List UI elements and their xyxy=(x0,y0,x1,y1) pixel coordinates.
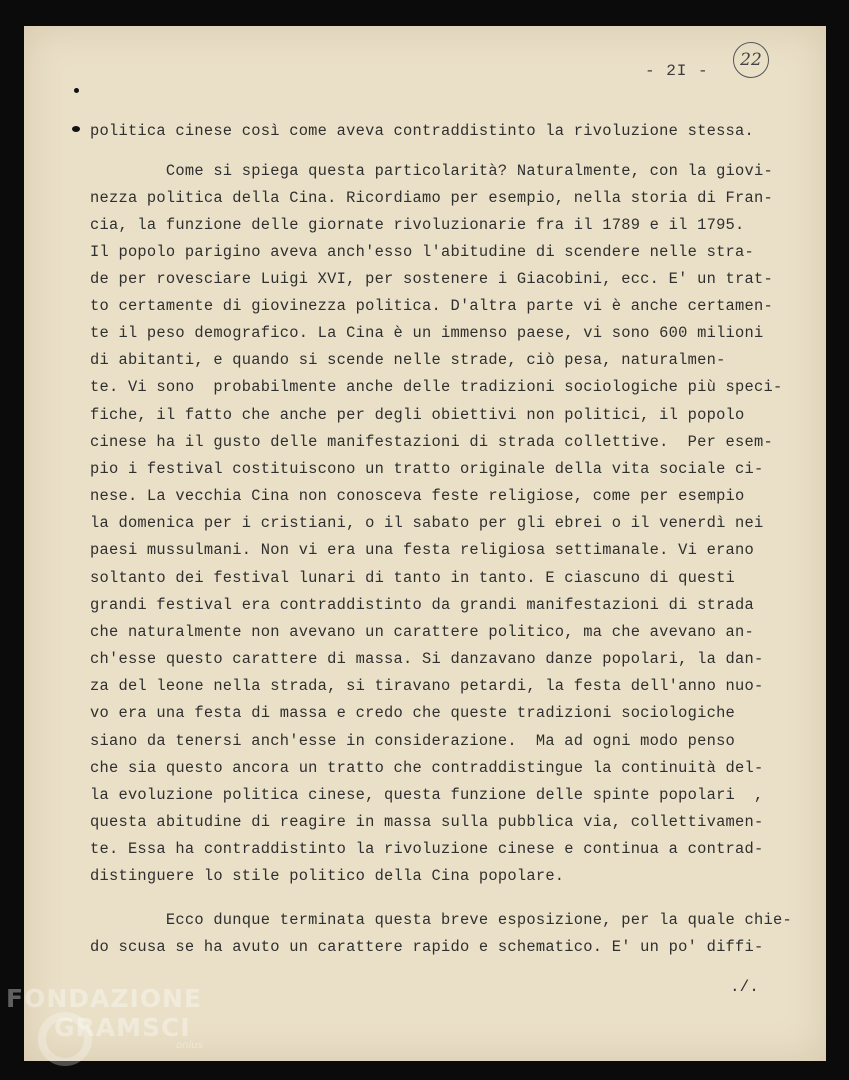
watermark-logo xyxy=(6,986,203,1051)
ink-mark-dot xyxy=(74,88,79,93)
text-line: che naturalmente non avevano un carattere politico, ma che avevano an- xyxy=(90,623,755,641)
text-line: cia, la funzione delle giornate rivoluzionarie fra il 1789 e il 1795. xyxy=(90,216,745,234)
watermark-line-3: onlus xyxy=(176,1040,203,1051)
text-line: te. Vi sono probabilmente anche delle tradizioni sociologiche più speci- xyxy=(90,378,783,396)
text-line: siano da tenersi anch'esse in considerazione. Ma ad ogni modo penso xyxy=(90,732,736,750)
text-line: soltanto dei festival lunari di tanto in tanto. E ciascuno di questi xyxy=(90,569,736,587)
text-line: Il popolo parigino aveva anch'esso l'abitudine di scendere nelle stra- xyxy=(90,243,755,261)
text-line: che sia questo ancora un tratto che contraddistingue la continuità del- xyxy=(90,759,764,777)
text-line: Come si spiega questa particolarità? Naturalmente, con la giovi- xyxy=(90,162,773,180)
text-line: to certamente di giovinezza politica. D'altra parte vi è anche certamen- xyxy=(90,297,773,315)
text-line: za del leone nella strada, si tiravano petardi, la festa dell'anno nuo- xyxy=(90,677,764,695)
text-line: politica cinese così come aveva contraddistinto la rivoluzione stessa. xyxy=(90,122,755,140)
text-line: questa abitudine di reagire in massa sulla pubblica via, collettivamen- xyxy=(90,813,764,831)
text-line: paesi mussulmani. Non vi era una festa religiosa settimanale. Vi erano xyxy=(90,541,755,559)
text-line: la evoluzione politica cinese, questa funzione delle spinte popolari , xyxy=(90,786,764,804)
text-line: di abitanti, e quando si scende nelle strade, ciò pesa, naturalmen- xyxy=(90,351,726,369)
text-line: vo era una festa di massa e credo che queste tradizioni sociologiche xyxy=(90,704,736,722)
watermark-line-1: FONDAZIONE xyxy=(6,984,203,1013)
text-line: te. Essa ha contraddistinto la rivoluzione cinese e continua a contrad- xyxy=(90,840,764,858)
text-line: do scusa se ha avuto un carattere rapido e schematico. E' un po' diffi- xyxy=(90,938,764,956)
continuation-mark: ./. xyxy=(730,978,759,996)
text-line: fiche, il fatto che anche per degli obiettivi non politici, il popolo xyxy=(90,406,745,424)
text-line: de per rovesciare Luigi XVI, per sostenere i Giacobini, ecc. E' un trat- xyxy=(90,270,773,288)
handwritten-page-number: 22 xyxy=(733,42,769,78)
text-line: distinguere lo stile politico della Cina popolare. xyxy=(90,867,565,885)
page-number: - 2I - xyxy=(645,62,709,80)
text-line: nese. La vecchia Cina non conosceva feste religiose, come per esempio xyxy=(90,487,745,505)
text-line: ch'esse questo carattere di massa. Si danzavano danze popolari, la dan- xyxy=(90,650,764,668)
watermark-line-2: GRAMSCI xyxy=(54,1013,191,1042)
text-line: grandi festival era contraddistinto da grandi manifestazioni di strada xyxy=(90,596,755,614)
text-line: nezza politica della Cina. Ricordiamo per esempio, nella storia di Fran- xyxy=(90,189,773,207)
text-line: Ecco dunque terminata questa breve esposizione, per la quale chie- xyxy=(90,911,792,929)
text-line: te il peso demografico. La Cina è un immenso paese, vi sono 600 milioni xyxy=(90,324,764,342)
text-line: cinese ha il gusto delle manifestazioni di strada collettive. Per esem- xyxy=(90,433,773,451)
ink-mark-dot xyxy=(72,126,80,132)
text-line: la domenica per i cristiani, o il sabato per gli ebrei o il venerdì nei xyxy=(90,514,764,532)
text-line: pio i festival costituiscono un tratto originale della vita sociale ci- xyxy=(90,460,764,478)
